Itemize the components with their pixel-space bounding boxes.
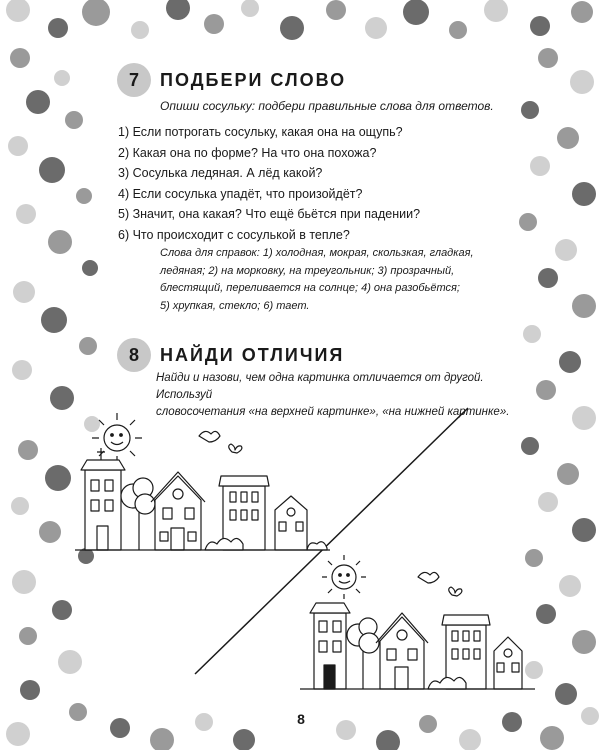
tree-icon [347, 618, 379, 689]
task-7-instruction: Опиши сосульку: подбери правильные слова для ответов. [160, 99, 494, 113]
bush-icon [428, 677, 466, 689]
question-item: 6) Что происходит с сосулькой в тепле? [118, 227, 350, 242]
instruction-line: Найди и назови, чем одна картинка отличается от другой. Используй [156, 372, 484, 401]
reference-line: 5) хрупкая, стекло; 6) тает. [160, 299, 310, 312]
reference-line: блестящий, переливается на солнце; 4) она разобьётся; [160, 282, 460, 294]
question-item: 4) Если сосулька упадёт, что произойдёт? [118, 186, 363, 201]
butterfly-icon [449, 587, 462, 596]
bush-icon [205, 538, 243, 550]
bush-icon [307, 542, 327, 550]
house-small [494, 637, 522, 689]
task-7-number-badge: 7 [117, 63, 151, 97]
sun-icon [92, 413, 142, 462]
house-left [310, 603, 350, 689]
question-item: 1) Если потрогать сосульку, какая она на ощупь? [118, 125, 403, 139]
question-item: 2) Какая она по форме? На что она похожа? [118, 145, 377, 160]
bottom-town-picture [300, 555, 535, 695]
house-small [275, 496, 307, 550]
butterfly-icon [229, 444, 242, 453]
house-center [376, 613, 428, 689]
tree-icon [121, 478, 155, 550]
house-center [151, 472, 205, 550]
sun-icon [322, 555, 366, 599]
reference-line: Слова для справок: 1) холодная, мокрая, скользкая, гладкая, [160, 247, 474, 259]
bird-icon [418, 572, 439, 583]
bird-icon [199, 431, 220, 442]
question-item: 5) Значит, она какая? Что ещё бьётся при падении? [118, 207, 421, 221]
house-left [81, 448, 125, 550]
reference-line: ледяная; 2) на морковку, на треугольник; 3) прозрачный, [160, 264, 455, 277]
task-8-number-badge: 8 [117, 338, 151, 372]
instruction-line: словосочетания «на верхней картинке», «на нижней картинке». [156, 406, 510, 418]
question-item: 3) Сосулька ледяная. А лёд какой? [118, 166, 323, 180]
page-number: 8 [284, 702, 318, 736]
top-town-picture [75, 408, 330, 558]
task-7-title: ПОДБЕРИ СЛОВО [160, 70, 347, 90]
task-8-title: НАЙДИ ОТЛИЧИЯ [160, 345, 345, 365]
